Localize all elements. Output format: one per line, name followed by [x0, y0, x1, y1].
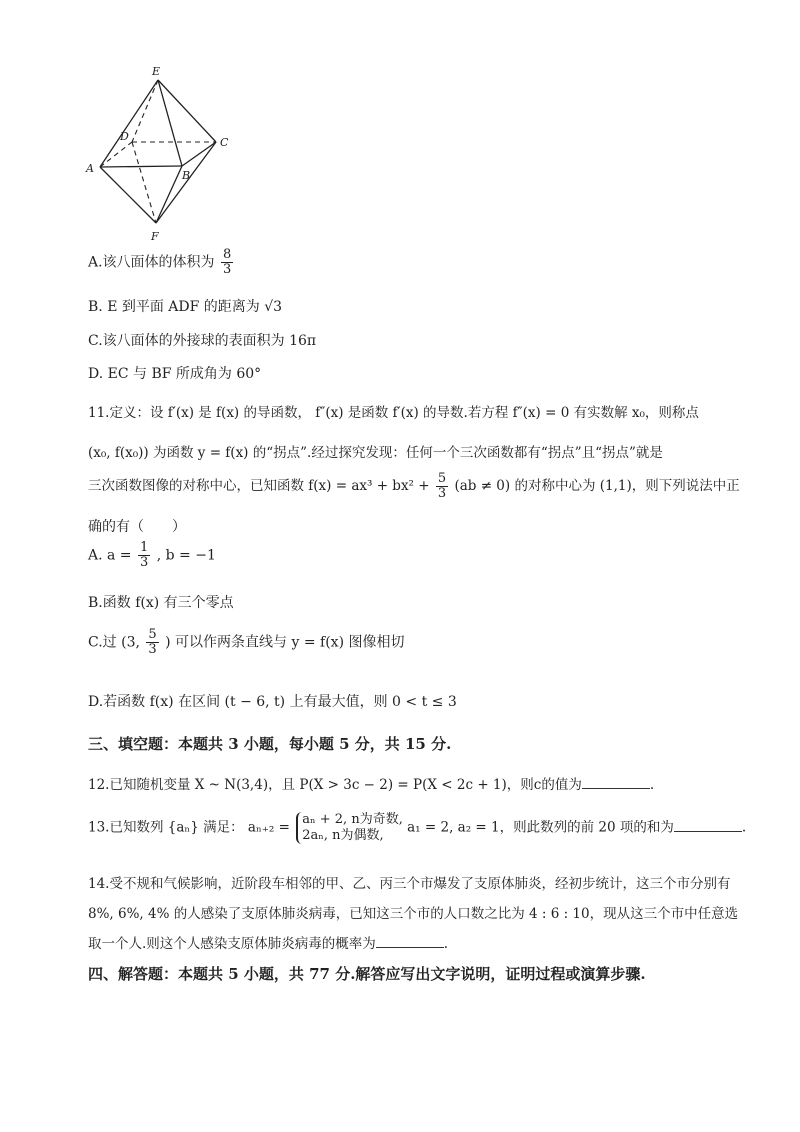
vertex-label-f: F — [151, 230, 159, 243]
q14-line2: 8%, 6%, 4% 的人感染了支原体肺炎病毒，已知这三个市的人口数之比为 4 : 6 : 10，现从这三个市中任意选 — [88, 906, 739, 922]
q11-stem-line2: (x₀, f(x₀)) 为函数 y = f(x) 的“拐点”.经过探究发现：任何一个三次函数都有“拐点”且“拐点”就是 — [88, 445, 663, 461]
q14-answer-blank — [376, 935, 444, 948]
q11-option-d: D.若函数 f(x) 在区间 (t − 6, t) 上有最大值，则 0 < t ≤ 3 — [88, 694, 457, 710]
q11-a-fraction: $\frac{1}{3}$ — [140, 540, 149, 570]
q14-line3: 取一个人.则这个人感染支原体肺炎病毒的概率为 . — [88, 936, 449, 952]
octahedron-figure — [82, 60, 252, 245]
q11-stem-line4: 确的有（ ） — [88, 519, 186, 535]
q12-answer-blank — [582, 776, 650, 789]
q11-stem-fraction: $\frac{5}{3}$ — [437, 471, 447, 501]
q11-option-c: C.过 (3, $\frac{5}{3}$ ) 可以作两条直线与 y = f(x) 图像相切 — [88, 627, 405, 657]
vertex-label-d: D — [120, 130, 129, 143]
q11-stem-line3: 三次函数图像的对称中心，已知函数 f(x) = ax³ + bx² + $\frac{5}{3}$ (ab ≠ 0) 的对称中心为 (1,1)，则下列说法中正 — [88, 471, 740, 501]
section4-heading: 四、解答题：本题共 5 小题，共 77 分.解答应写出文字说明，证明过程或演算步骤. — [88, 965, 646, 983]
q11-option-a: A. a = $\frac{1}{3}$ , b = −1 — [88, 540, 216, 570]
q14-line1: 14.受不规和气候影响，近阶段车相邻的甲、乙、丙三个市爆发了支原体肺炎，经初步统计，这三个市分别有 — [88, 876, 731, 892]
q13-piecewise: aₙ + 2, n为奇数, 2aₙ, n为偶数, — [296, 812, 403, 844]
vertex-label-a: A — [86, 162, 94, 175]
q11-stem-line1: 11.定义：设 f′(x) 是 f(x) 的导函数， f″(x) 是函数 f′(x) 的导数.若方程 f″(x) = 0 有实数解 x₀，则称点 — [88, 405, 699, 421]
q10-option-c: C.该八面体的外接球的表面积为 16π — [88, 333, 317, 349]
section3-heading: 三、填空题：本题共 3 小题，每小题 5 分，共 15 分. — [88, 735, 452, 753]
vertex-label-e: E — [152, 65, 161, 78]
q11-option-b: B.函数 f(x) 有三个零点 — [88, 595, 234, 611]
q13-text: 13.已知数列 {aₙ} 满足： aₙ₊₂ = aₙ + 2, n为奇数, 2aₙ, n为偶数, a₁ = 2, a₂ = 1，则此数列的前 20 项的和为 . — [88, 812, 747, 843]
q10-option-d: D. EC 与 BF 所成角为 60° — [88, 366, 262, 382]
q12-text: 12.已知随机变量 X ~ N(3,4)，且 P(X > 3c − 2) = P(X < 2c + 1)，则c的值为 . — [88, 777, 655, 793]
q10-a-fraction: $\frac{8}{3}$ — [223, 247, 232, 277]
vertex-label-c: C — [220, 136, 229, 149]
q10-option-a: A.该八面体的体积为 $\frac{8}{3}$ — [88, 247, 232, 277]
vertex-label-b: B — [182, 169, 191, 182]
q11-c-fraction: $\frac{5}{3}$ — [148, 627, 157, 657]
q10-option-b: B. E 到平面 ADF 的距离为 √3 — [88, 299, 283, 315]
q13-answer-blank — [674, 819, 742, 832]
